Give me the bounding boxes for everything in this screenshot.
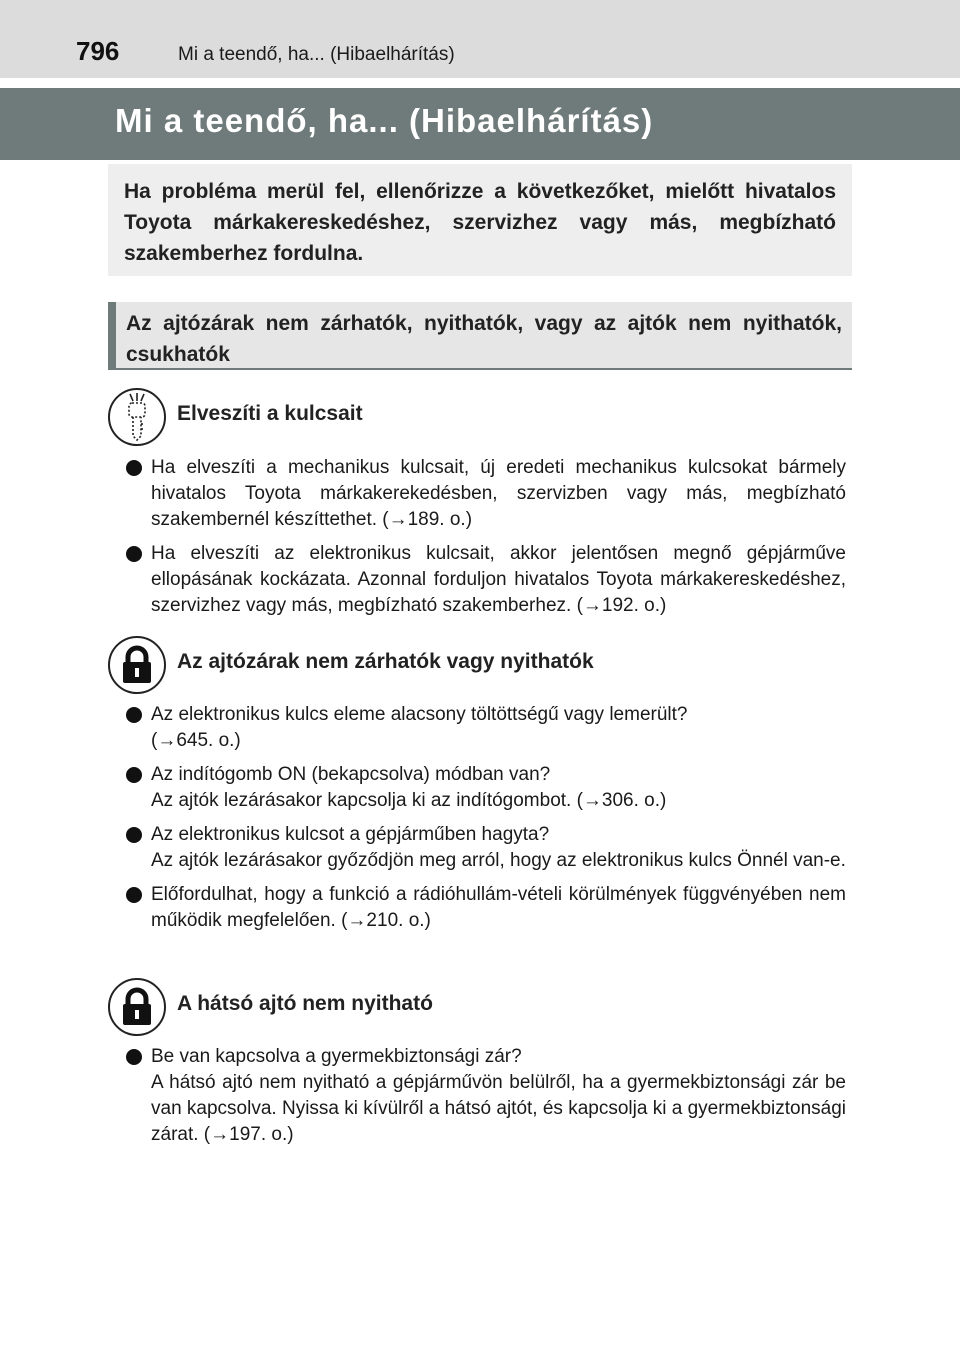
- subsection-title: Elveszíti a kulcsait: [177, 402, 363, 425]
- subsection-lost-keys: [108, 388, 852, 448]
- page-number: 796: [76, 36, 120, 66]
- page-title: Mi a teendő, ha... (Hibaelhárítás): [115, 102, 654, 139]
- list-item: Ha elveszíti a mechanikus kulcsait, új eredeti mechanikus kulcsokat bármely hivatalos Toyota márkakerekedésben, szervizben vagy más, megbízható szakembernél készíttethet. (→189. o.): [124, 455, 846, 533]
- bullet-list-door-locks: [124, 702, 846, 942]
- list-item: Előfordulhat, hogy a funkció a rádióhullám-vételi körülmények függvényében nem működik megfelelően. (→210. o.): [124, 882, 846, 934]
- list-item: Be van kapcsolva a gyermekbiztonsági zár? A hátsó ajtó nem nyitható a gépjárművön belülről, ha a gyermekbiztonsági zár be van kapcsolva. Nyissa ki kívülről a hátsó ajtót, és kapcsolja ki a gyermekbiztonsági zárat. (→197. o.): [124, 1044, 846, 1148]
- running-title: Mi a teendő, ha... (Hibaelhárítás): [178, 44, 455, 65]
- bullet-icon: [126, 546, 142, 562]
- subsection-rear-door: [108, 978, 852, 1038]
- subsection-icon-circle: [108, 388, 166, 446]
- bullet-icon: [126, 1049, 142, 1065]
- list-item: Az elektronikus kulcs eleme alacsony töltöttségű vagy lemerült? (→645. o.): [124, 702, 846, 754]
- bullet-icon: [126, 707, 142, 723]
- intro-text: Ha probléma merül fel, ellenőrizze a következőket, mielőtt hivatalos Toyota márkakereskedéshez, szervizhez vagy más, megbízható szakemberhez fordulna.: [124, 180, 836, 265]
- lock-icon: [119, 645, 155, 685]
- intro-box: [108, 164, 852, 276]
- bullet-icon: [126, 887, 142, 903]
- bullet-icon: [126, 827, 142, 843]
- subsection-title: A hátsó ajtó nem nyitható: [177, 992, 433, 1015]
- section-header: [108, 302, 852, 370]
- top-bar: [0, 0, 960, 78]
- subsection-title: Az ajtózárak nem zárhatók vagy nyithatók: [177, 650, 594, 673]
- section-title: Az ajtózárak nem zárhatók, nyithatók, vagy az ajtók nem nyithatók, csukhatók: [126, 312, 842, 366]
- lock-icon: [119, 987, 155, 1027]
- bullet-icon: [126, 767, 142, 783]
- subsection-icon-circle: [108, 636, 166, 694]
- bullet-icon: [126, 460, 142, 476]
- bullet-list-rear-door: [124, 1044, 846, 1156]
- title-band: [0, 88, 960, 160]
- subsection-icon-circle: [108, 978, 166, 1036]
- list-item: Az elektronikus kulcsot a gépjárműben hagyta? Az ajtók lezárásakor győződjön meg arról, hogy az elektronikus kulcs Önnél van-e.: [124, 822, 846, 874]
- subsection-door-locks: [108, 636, 852, 696]
- bullet-list-lost-keys: [124, 455, 846, 627]
- lost-key-icon: [118, 392, 156, 442]
- list-item: Ha elveszíti az elektronikus kulcsait, akkor jelentősen megnő gépjárműve ellopásának kockázata. Azonnal forduljon hivatalos Toyota márkakereskedéshez, szervizhez vagy más, megbízható szakemberhez. (→192. o.): [124, 541, 846, 619]
- list-item: Az indítógomb ON (bekapcsolva) módban van? Az ajtók lezárásakor kapcsolja ki az indítógombot. (→306. o.): [124, 762, 846, 814]
